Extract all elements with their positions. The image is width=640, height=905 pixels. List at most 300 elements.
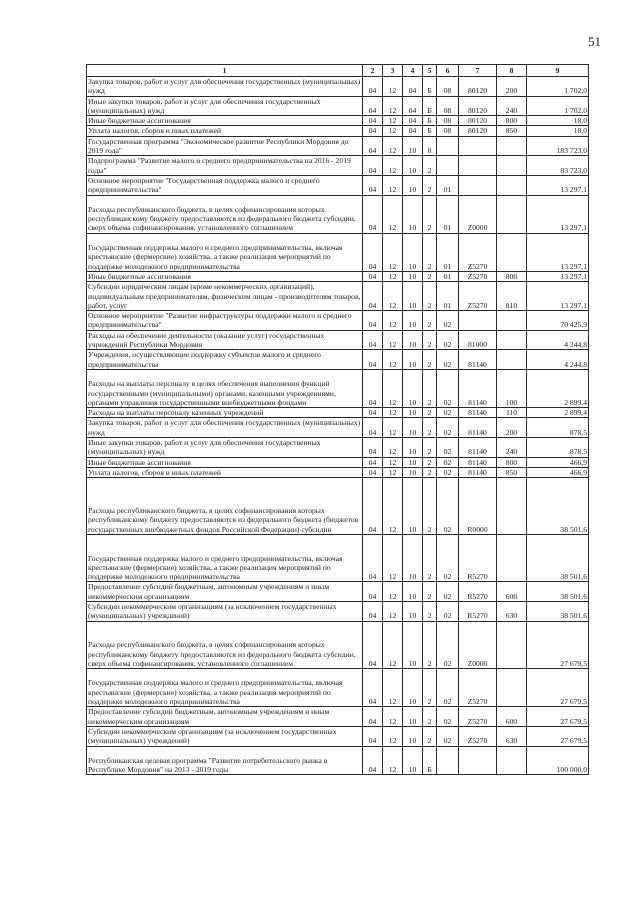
table-row (87, 233, 589, 271)
cell-section: 12 (383, 582, 403, 602)
cell-ministry: 04 (363, 311, 383, 331)
cell-program: 2 (423, 437, 437, 457)
cell-description: Предоставление субсидий бюджетным, автономным учреждениям и иным некоммерческим организациям (87, 707, 363, 727)
cell-subsection: 10 (403, 534, 423, 582)
cell-subprogram: 08 (437, 77, 459, 97)
cell-ministry: 04 (363, 457, 383, 467)
cell-description: Основное мероприятие "Развитие инфраструктуры поддержки малого и среднего предпринимательства" (87, 311, 363, 331)
cell-subprogram: 02 (437, 418, 459, 438)
table-row (87, 582, 589, 602)
cell-section: 12 (383, 233, 403, 271)
cell-subsection: 10 (403, 467, 423, 477)
cell-amount: 27 679,5 (527, 621, 589, 669)
cell-section: 12 (383, 726, 403, 746)
cell-target-article: R5270 (459, 534, 497, 582)
cell-target-article (459, 311, 497, 331)
cell-description: Субсидии некоммерческим организациям (за исключением государственных (муниципальных) учреждений) (87, 726, 363, 746)
cell-program: 2 (423, 467, 437, 477)
header-col-9: 9 (527, 65, 589, 77)
table-row (87, 467, 589, 477)
budget-table (86, 64, 589, 775)
cell-description: Расходы на обеспечение деятельности (оказание услуг) государственных учреждений Республики Мордовия (87, 330, 363, 350)
cell-program: Б (423, 126, 437, 136)
cell-expense-type (497, 136, 527, 156)
cell-description: Расходы республиканского бюджета, в целях софинансирования которых республиканскому бюджету предоставляются из федерального бюджета (бюджетов государственных внебюджетных фондов Российской Федерации) субсидии (87, 478, 363, 535)
cell-subprogram: 02 (437, 408, 459, 418)
cell-subprogram: 02 (437, 457, 459, 467)
cell-program: 2 (423, 726, 437, 746)
cell-subsection: 10 (403, 350, 423, 370)
cell-program: Б (423, 77, 437, 97)
cell-description: Иные закупки товаров, работ и услуг для обеспечения государственных (муниципальных) нужд (87, 96, 363, 116)
cell-amount: 13 297,1 (527, 271, 589, 281)
cell-amount: 2 899,4 (527, 408, 589, 418)
cell-amount: 38 501,6 (527, 582, 589, 602)
cell-section: 12 (383, 707, 403, 727)
cell-expense-type: 800 (497, 457, 527, 467)
table-row (87, 408, 589, 418)
cell-subsection: 10 (403, 478, 423, 535)
cell-ministry: 04 (363, 233, 383, 271)
cell-ministry: 04 (363, 726, 383, 746)
cell-expense-type: 240 (497, 437, 527, 457)
cell-subsection: 10 (403, 621, 423, 669)
cell-ministry: 04 (363, 136, 383, 156)
table-row (87, 126, 589, 136)
cell-subsection: 10 (403, 408, 423, 418)
cell-expense-type (497, 330, 527, 350)
cell-subsection: 10 (403, 746, 423, 775)
cell-description: Расходы на выплаты персоналу казенных учреждений (87, 408, 363, 418)
header-col-1: 1 (87, 65, 363, 77)
cell-subsection: 10 (403, 156, 423, 176)
cell-target-article: Z5270 (459, 271, 497, 281)
cell-amount: 4 244,8 (527, 350, 589, 370)
cell-subprogram: 01 (437, 233, 459, 271)
table-row (87, 195, 589, 233)
cell-program: 2 (423, 418, 437, 438)
cell-ministry: 04 (363, 195, 383, 233)
cell-program: 2 (423, 156, 437, 176)
cell-program: 2 (423, 707, 437, 727)
cell-target-article: 80120 (459, 77, 497, 97)
cell-ministry: 04 (363, 621, 383, 669)
cell-subsection: 04 (403, 96, 423, 116)
table-row (87, 116, 589, 126)
cell-subprogram: 02 (437, 330, 459, 350)
cell-program: 2 (423, 669, 437, 707)
cell-expense-type (497, 233, 527, 271)
cell-subprogram: 01 (437, 271, 459, 281)
cell-amount: 2 899,4 (527, 369, 589, 407)
cell-subsection: 10 (403, 457, 423, 467)
cell-target-article (459, 746, 497, 775)
cell-amount: 13 297,1 (527, 282, 589, 311)
cell-amount: 13 297,1 (527, 175, 589, 195)
cell-subprogram: 01 (437, 175, 459, 195)
cell-expense-type: 800 (497, 271, 527, 281)
page-number: 51 (588, 34, 601, 49)
cell-ministry: 04 (363, 282, 383, 311)
cell-amount: 4 244,8 (527, 330, 589, 350)
cell-expense-type: 850 (497, 126, 527, 136)
cell-ministry: 04 (363, 582, 383, 602)
cell-target-article: 81140 (459, 418, 497, 438)
cell-ministry: 04 (363, 418, 383, 438)
cell-subprogram: 01 (437, 195, 459, 233)
cell-subsection: 10 (403, 369, 423, 407)
cell-ministry: 04 (363, 369, 383, 407)
cell-program: Б (423, 116, 437, 126)
cell-description: Закупка товаров, работ и услуг для обеспечения государственных (муниципальных) нужд (87, 418, 363, 438)
cell-amount: 1 702,0 (527, 77, 589, 97)
cell-description: Учреждения, осуществляющие поддержку субъектов малого и среднего предпринимательства (87, 350, 363, 370)
cell-expense-type: 600 (497, 582, 527, 602)
cell-section: 12 (383, 350, 403, 370)
cell-section: 12 (383, 282, 403, 311)
cell-ministry: 04 (363, 408, 383, 418)
cell-target-article: 81140 (459, 467, 497, 477)
cell-subsection: 04 (403, 116, 423, 126)
cell-target-article: 81000 (459, 330, 497, 350)
table-row (87, 77, 589, 97)
cell-subsection: 10 (403, 602, 423, 622)
cell-section: 12 (383, 311, 403, 331)
cell-subsection: 10 (403, 726, 423, 746)
cell-program: 2 (423, 534, 437, 582)
cell-description: Уплата налогов, сборов и иных платежей (87, 126, 363, 136)
cell-expense-type: 800 (497, 116, 527, 126)
cell-description: Государственная поддержка малого и среднего предпринимательства, включая крестьянские (фермерские) хозяйства, а также реализация мероприятий по поддержке молодежного предпринимательства (87, 669, 363, 707)
cell-description: Расходы республиканского бюджета, в целях софинансирования которых республиканскому бюджету предоставляются из федерального бюджета субсидии, сверх объема софинансирования, установленного соглашением (87, 621, 363, 669)
cell-expense-type: 200 (497, 418, 527, 438)
cell-program: 2 (423, 369, 437, 407)
cell-description: Подпрограмма "Развитие малого и среднего предпринимательства на 2016 - 2019 годы" (87, 156, 363, 176)
cell-subsection: 10 (403, 418, 423, 438)
cell-program: 2 (423, 602, 437, 622)
cell-program: 2 (423, 478, 437, 535)
cell-section: 12 (383, 126, 403, 136)
cell-target-article: 81140 (459, 457, 497, 467)
cell-ministry: 04 (363, 350, 383, 370)
cell-section: 12 (383, 77, 403, 97)
cell-amount: 38 501,6 (527, 478, 589, 535)
cell-subprogram: 02 (437, 582, 459, 602)
cell-subprogram (437, 746, 459, 775)
cell-ministry: 04 (363, 669, 383, 707)
cell-subprogram: 02 (437, 478, 459, 535)
cell-section: 12 (383, 271, 403, 281)
cell-target-article: Z5270 (459, 726, 497, 746)
table-row (87, 669, 589, 707)
cell-expense-type: 240 (497, 96, 527, 116)
cell-target-article (459, 175, 497, 195)
cell-program: 2 (423, 282, 437, 311)
cell-program: 2 (423, 457, 437, 467)
cell-subsection: 10 (403, 582, 423, 602)
cell-subprogram: 02 (437, 467, 459, 477)
cell-expense-type (497, 175, 527, 195)
table-row (87, 478, 589, 535)
cell-section: 12 (383, 457, 403, 467)
cell-program: 2 (423, 175, 437, 195)
header-col-7: 7 (459, 65, 497, 77)
cell-subsection: 10 (403, 175, 423, 195)
cell-section: 12 (383, 136, 403, 156)
cell-target-article: 81140 (459, 350, 497, 370)
cell-subprogram (437, 156, 459, 176)
cell-ministry: 04 (363, 77, 383, 97)
cell-description: Уплата налогов, сборов и иных платежей (87, 467, 363, 477)
table-row (87, 96, 589, 116)
cell-target-article: Z0000 (459, 195, 497, 233)
cell-section: 12 (383, 534, 403, 582)
cell-subsection: 10 (403, 136, 423, 156)
cell-program: 2 (423, 195, 437, 233)
table-row (87, 707, 589, 727)
cell-section: 12 (383, 669, 403, 707)
cell-subsection: 10 (403, 707, 423, 727)
cell-description: Закупка товаров, работ и услуг для обеспечения государственных (муниципальных) нужд (87, 77, 363, 97)
cell-target-article: Z5270 (459, 282, 497, 311)
cell-section: 12 (383, 602, 403, 622)
cell-amount: 38 501,6 (527, 602, 589, 622)
cell-subprogram (437, 136, 459, 156)
cell-description: Иные бюджетные ассигнования (87, 271, 363, 281)
cell-description: Республиканская целевая программа "Развитие потребительского рынка в Республике Мордовия" на 2013 - 2019 годы (87, 746, 363, 775)
cell-program: 2 (423, 621, 437, 669)
cell-program: 2 (423, 233, 437, 271)
cell-subprogram: 08 (437, 116, 459, 126)
cell-target-article: 81140 (459, 437, 497, 457)
cell-subprogram: 02 (437, 350, 459, 370)
cell-description: Расходы на выплаты персоналу в целях обеспечения выполнения функций государственными (муниципальными) органами, казенными учреждениями, органами управления государственными внебюджетными фондами (87, 369, 363, 407)
cell-ministry: 04 (363, 437, 383, 457)
cell-amount: 70 425,9 (527, 311, 589, 331)
cell-target-article: 80120 (459, 116, 497, 126)
cell-subsection: 10 (403, 271, 423, 281)
header-col-2: 2 (363, 65, 383, 77)
cell-subsection: 10 (403, 282, 423, 311)
cell-subprogram: 02 (437, 437, 459, 457)
cell-target-article: Z5270 (459, 233, 497, 271)
cell-program: 0 (423, 136, 437, 156)
cell-expense-type (497, 350, 527, 370)
table-row (87, 621, 589, 669)
header-col-5: 5 (423, 65, 437, 77)
cell-ministry: 04 (363, 116, 383, 126)
cell-amount: 27 679,5 (527, 726, 589, 746)
cell-description: Иные бюджетные ассигнования (87, 116, 363, 126)
cell-ministry: 04 (363, 746, 383, 775)
cell-program: 2 (423, 330, 437, 350)
cell-subprogram: 02 (437, 707, 459, 727)
table-row (87, 726, 589, 746)
cell-target-article: Z5270 (459, 669, 497, 707)
cell-ministry: 04 (363, 707, 383, 727)
cell-subprogram: 08 (437, 96, 459, 116)
cell-expense-type (497, 669, 527, 707)
cell-subprogram: 02 (437, 726, 459, 746)
table-row (87, 330, 589, 350)
cell-description: Государственная поддержка малого и среднего предпринимательства, включая крестьянские (фермерские) хозяйства, а также реализация мероприятий по поддержке молодежного предпринимательства (87, 534, 363, 582)
table-header-row (87, 65, 589, 77)
cell-expense-type: 100 (497, 369, 527, 407)
table-row (87, 271, 589, 281)
table-row (87, 437, 589, 457)
cell-subsection: 10 (403, 437, 423, 457)
cell-amount: 83 723,0 (527, 156, 589, 176)
cell-section: 12 (383, 156, 403, 176)
cell-program: 2 (423, 350, 437, 370)
cell-subsection: 10 (403, 311, 423, 331)
cell-description: Иные закупки товаров, работ и услуг для обеспечения государственных (муниципальных) нужд (87, 437, 363, 457)
cell-ministry: 04 (363, 602, 383, 622)
cell-ministry: 04 (363, 271, 383, 281)
header-col-4: 4 (403, 65, 423, 77)
cell-section: 12 (383, 408, 403, 418)
cell-ministry: 04 (363, 175, 383, 195)
cell-subprogram: 02 (437, 602, 459, 622)
cell-description: Иные бюджетные ассигнования (87, 457, 363, 467)
cell-description: Субсидии юридическим лицам (кроме некоммерческих организаций), индивидуальным предпринимателям, физическим лицам - производителям товаров, работ, услуг (87, 282, 363, 311)
cell-ministry: 04 (363, 96, 383, 116)
cell-subprogram: 02 (437, 311, 459, 331)
cell-section: 12 (383, 116, 403, 126)
cell-subprogram: 02 (437, 369, 459, 407)
cell-amount: 27 679,5 (527, 669, 589, 707)
cell-target-article: Z0000 (459, 621, 497, 669)
cell-expense-type (497, 311, 527, 331)
table-row (87, 175, 589, 195)
cell-section: 12 (383, 746, 403, 775)
cell-ministry: 04 (363, 467, 383, 477)
cell-expense-type (497, 746, 527, 775)
table-row (87, 602, 589, 622)
cell-amount: 183 723,0 (527, 136, 589, 156)
cell-section: 12 (383, 437, 403, 457)
cell-amount: 466,9 (527, 467, 589, 477)
cell-amount: 18,0 (527, 126, 589, 136)
cell-section: 12 (383, 621, 403, 669)
cell-amount: 13 297,1 (527, 233, 589, 271)
table-row (87, 350, 589, 370)
table-row (87, 418, 589, 438)
cell-program: Б (423, 96, 437, 116)
cell-amount: 38 501,6 (527, 534, 589, 582)
header-col-8: 8 (497, 65, 527, 77)
cell-program: 2 (423, 271, 437, 281)
cell-ministry: 04 (363, 534, 383, 582)
cell-target-article (459, 156, 497, 176)
cell-amount: 466,9 (527, 457, 589, 467)
table-row (87, 746, 589, 775)
table-row (87, 534, 589, 582)
header-col-6: 6 (437, 65, 459, 77)
cell-target-article: R5270 (459, 582, 497, 602)
cell-amount: 13 297,1 (527, 195, 589, 233)
table-row (87, 156, 589, 176)
cell-expense-type: 200 (497, 77, 527, 97)
cell-target-article: R0000 (459, 478, 497, 535)
cell-target-article: 81140 (459, 369, 497, 407)
cell-expense-type: 600 (497, 707, 527, 727)
cell-program: 2 (423, 408, 437, 418)
cell-amount: 878,5 (527, 418, 589, 438)
cell-program: 2 (423, 582, 437, 602)
cell-expense-type (497, 195, 527, 233)
cell-amount: 100 000,0 (527, 746, 589, 775)
cell-ministry: 04 (363, 126, 383, 136)
cell-amount: 27 679,5 (527, 707, 589, 727)
cell-expense-type (497, 156, 527, 176)
cell-expense-type (497, 534, 527, 582)
cell-expense-type: 810 (497, 282, 527, 311)
cell-section: 12 (383, 369, 403, 407)
cell-target-article: 81140 (459, 408, 497, 418)
cell-description: Расходы республиканского бюджета, в целях софинансирования которых республиканскому бюджету предоставляются из федерального бюджета субсидии, сверх объема софинансирования, установленного соглашением (87, 195, 363, 233)
header-col-3: 3 (383, 65, 403, 77)
cell-ministry: 04 (363, 478, 383, 535)
cell-program: Б (423, 746, 437, 775)
cell-expense-type: 630 (497, 602, 527, 622)
cell-target-article: 80120 (459, 126, 497, 136)
cell-subprogram: 02 (437, 534, 459, 582)
cell-expense-type: 110 (497, 408, 527, 418)
table-row (87, 311, 589, 331)
cell-subprogram: 01 (437, 282, 459, 311)
cell-description: Государственная поддержка малого и среднего предпринимательства, включая крестьянские (фермерские) хозяйства, а также реализация мероприятий по поддержке молодежного предпринимательства (87, 233, 363, 271)
cell-amount: 878,5 (527, 437, 589, 457)
cell-section: 12 (383, 96, 403, 116)
table-row (87, 369, 589, 407)
cell-target-article: 80120 (459, 96, 497, 116)
cell-subsection: 10 (403, 233, 423, 271)
cell-subsection: 10 (403, 669, 423, 707)
cell-expense-type (497, 478, 527, 535)
cell-subsection: 04 (403, 77, 423, 97)
cell-description: Основное мероприятие "Государственная поддержка малого и среднего предпринимательства" (87, 175, 363, 195)
cell-ministry: 04 (363, 156, 383, 176)
cell-expense-type: 850 (497, 467, 527, 477)
cell-description: Предоставление субсидий бюджетным, автономным учреждениям и иным некоммерческим организациям (87, 582, 363, 602)
cell-subprogram: 02 (437, 669, 459, 707)
cell-program: 2 (423, 311, 437, 331)
cell-section: 12 (383, 330, 403, 350)
cell-description: Государственная программа "Экономическое развитие Республики Мордовия до 2019 года" (87, 136, 363, 156)
cell-subprogram: 02 (437, 621, 459, 669)
cell-expense-type (497, 621, 527, 669)
cell-subprogram: 08 (437, 126, 459, 136)
cell-amount: 18,0 (527, 116, 589, 126)
cell-amount: 1 702,0 (527, 96, 589, 116)
table-row (87, 136, 589, 156)
table-row (87, 282, 589, 311)
cell-section: 12 (383, 195, 403, 233)
cell-subsection: 10 (403, 330, 423, 350)
cell-target-article: Z5270 (459, 707, 497, 727)
cell-section: 12 (383, 478, 403, 535)
cell-target-article (459, 136, 497, 156)
cell-subsection: 10 (403, 195, 423, 233)
cell-target-article: R5270 (459, 602, 497, 622)
cell-ministry: 04 (363, 330, 383, 350)
table-row (87, 457, 589, 467)
cell-expense-type: 630 (497, 726, 527, 746)
cell-section: 12 (383, 418, 403, 438)
cell-subsection: 04 (403, 126, 423, 136)
cell-section: 12 (383, 175, 403, 195)
